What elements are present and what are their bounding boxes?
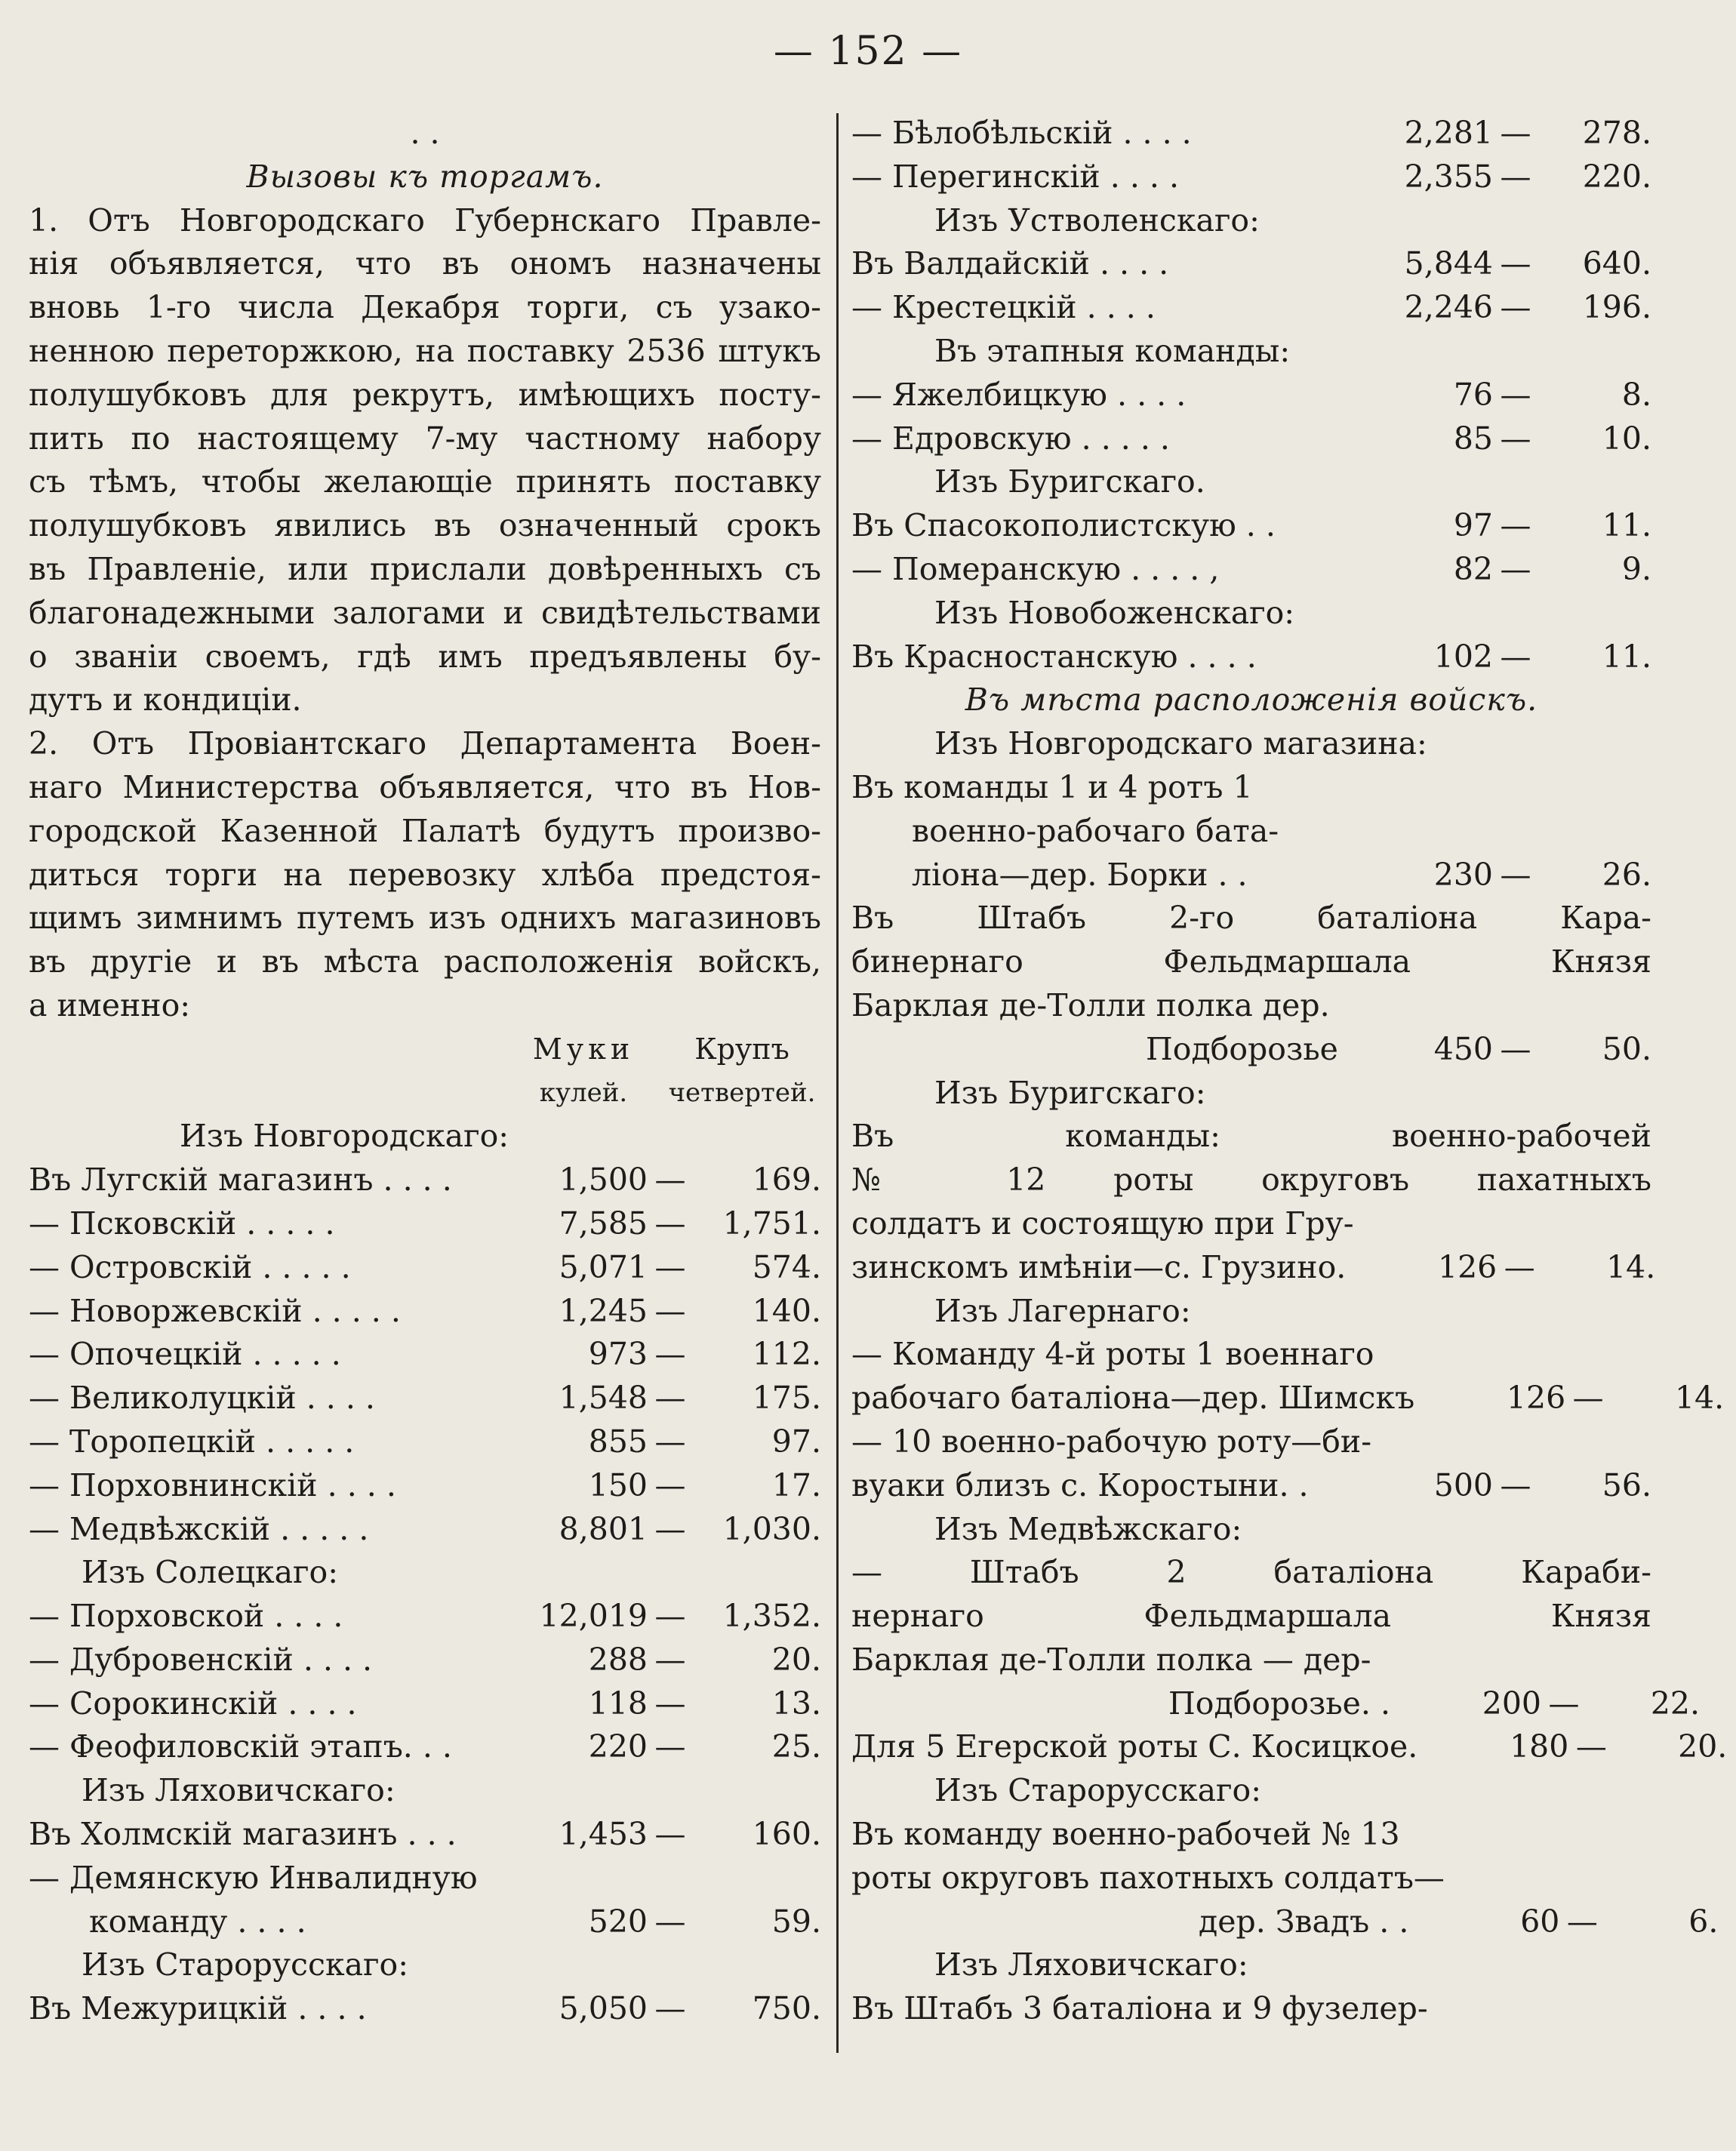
group-heading: Изъ Ляховичскаго:	[82, 1772, 396, 1809]
row-dash: —	[1548, 1685, 1580, 1722]
row-name: — Опочецкій . . . . .	[29, 1336, 341, 1373]
text-line: роты округовъ пахотныхъ солдатъ—	[851, 1859, 1445, 1896]
text-block	[851, 766, 1651, 854]
text-line: пить по настоящему 7-му частному набору	[29, 420, 821, 457]
row-name: Въ Межурицкій . . . .	[29, 1990, 367, 2027]
table-row	[29, 1725, 821, 1769]
left-column	[29, 112, 821, 2031]
row-value-groats: 6.	[1688, 1903, 1719, 1940]
row-dash: —	[654, 1903, 686, 1940]
table-rows-soletsk	[29, 1595, 821, 1769]
row-value-groats: 14.	[1606, 1248, 1656, 1285]
column-header-flour: Муки	[532, 1032, 635, 1066]
row-name: — Едровскую . . . . .	[851, 420, 1170, 457]
row-value-groats: 640.	[1582, 245, 1651, 282]
text-line: Въ Штабъ 3 баталіона и 9 фузелер-	[851, 1990, 1428, 2027]
row-value-groats: 8.	[1621, 376, 1651, 413]
text-line: наго Министерства объявляется, что въ Нов-	[29, 768, 821, 805]
table-row	[29, 1508, 821, 1552]
row-value-flour: 5,050	[559, 1990, 648, 2027]
text-line: Барклая де-Толли полка дер.	[851, 986, 1330, 1023]
row-name: зинскомъ имѣніи—с. Грузино.	[851, 1248, 1347, 1285]
row-dash: —	[654, 1598, 686, 1635]
group-heading: Изъ Устволенскаго:	[934, 202, 1260, 238]
row-value-flour: 973	[588, 1336, 648, 1373]
table-rows-b	[851, 242, 1651, 330]
table-rows-c	[851, 374, 1651, 461]
text-line: бинернаго Фельдмаршала Князя	[851, 943, 1651, 980]
text-block	[851, 1333, 1651, 1377]
group-heading: Изъ Старорусскаго:	[934, 1772, 1262, 1809]
table-row	[851, 374, 1651, 417]
row-value-groats: 22.	[1650, 1685, 1701, 1722]
row-name: Подборозье	[1146, 1030, 1338, 1067]
row-value-groats: 278.	[1582, 115, 1651, 151]
row-value-flour: 1,500	[559, 1162, 648, 1199]
table-row	[29, 1159, 821, 1202]
row-name: Въ Валдайскій . . . .	[851, 245, 1169, 282]
row-name: — Дубровенскій . . . .	[29, 1641, 373, 1678]
text-line: въ другіе и въ мѣста расположенія войскъ,	[29, 943, 821, 980]
row-value-groats: 220.	[1582, 158, 1651, 195]
row-value-groats: 97.	[771, 1423, 821, 1460]
table-row	[851, 548, 1651, 592]
row-value-flour: 102	[1433, 638, 1493, 675]
row-value-flour: 520	[588, 1903, 648, 1940]
row-value-groats: 50.	[1602, 1030, 1651, 1067]
table-row	[851, 417, 1651, 461]
text-line: — 10 военно-рабочую роту—би-	[851, 1423, 1372, 1460]
text-block	[851, 1551, 1651, 1682]
table-row	[851, 854, 1651, 897]
text-line: Въ команду военно-рабочей № 13	[851, 1816, 1400, 1853]
row-value-flour: 5,844	[1404, 245, 1493, 282]
row-value-groats: 56.	[1602, 1466, 1651, 1503]
row-value-groats: 26.	[1602, 856, 1651, 893]
group-heading: Изъ Старорусскаго:	[82, 1946, 409, 1983]
text-line: 2. Отъ Провіантскаго Департамента Воен-	[29, 725, 821, 762]
row-value-flour: 8,801	[559, 1510, 648, 1547]
table-row	[29, 1464, 821, 1508]
row-value-groats: 140.	[752, 1292, 821, 1329]
table-row	[851, 1246, 1656, 1290]
group-heading: Изъ Новобоженскаго:	[934, 594, 1295, 631]
table-row	[851, 1725, 1728, 1769]
row-dash: —	[654, 1336, 686, 1373]
row-name: — Яжелбицкую . . . .	[851, 376, 1187, 413]
row-value-groats: 160.	[752, 1816, 821, 1853]
row-dash: —	[1500, 376, 1531, 413]
row-value-flour: 288	[588, 1641, 648, 1678]
row-value-groats: 1,352.	[722, 1598, 821, 1635]
column-divider	[836, 113, 839, 2053]
row-value-flour: 855	[588, 1423, 648, 1460]
row-value-flour: 1,548	[559, 1380, 648, 1417]
text-line: — Команду 4-й роты 1 военнаго	[851, 1336, 1374, 1373]
table-row	[29, 1420, 821, 1464]
text-block	[851, 897, 1651, 1027]
unit-sacks: кулей.	[539, 1077, 628, 1108]
group-heading: Изъ Ляховичскаго:	[934, 1946, 1248, 1983]
row-dash: —	[654, 1990, 686, 2027]
table-row	[29, 1682, 821, 1726]
row-name: Въ Холмскій магазинъ . . .	[29, 1816, 457, 1853]
group-heading: Изъ Новгородскаго магазина:	[934, 725, 1427, 762]
row-value-flour: 450	[1433, 1030, 1493, 1067]
row-dash: —	[654, 1380, 686, 1417]
text-line: Въ команды 1 и 4 ротъ 1	[851, 768, 1253, 805]
row-dash: —	[654, 1816, 686, 1853]
row-name: Въ Спасокополистскую . .	[851, 507, 1276, 544]
table-row	[851, 1900, 1719, 1944]
row-dash: —	[654, 1162, 686, 1199]
row-value-flour: 150	[588, 1466, 648, 1503]
row-name: Въ Красностанскую . . . .	[851, 638, 1257, 675]
row-value-flour: 2,246	[1404, 289, 1493, 326]
row-value-groats: 20.	[1678, 1728, 1728, 1765]
text-line: Барклая де-Толли полка — дер-	[851, 1641, 1371, 1678]
row-dash: —	[1500, 1030, 1531, 1067]
row-name: — Островскій . . . . .	[29, 1248, 351, 1285]
row-name: дер. Звадъ . .	[1199, 1903, 1409, 1940]
row-value-groats: 112.	[752, 1336, 821, 1373]
row-value-groats: 750.	[752, 1990, 821, 2027]
table-rows-d	[851, 504, 1651, 592]
text-line: солдатъ и состоящую при Гру-	[851, 1205, 1354, 1242]
row-value-groats: 17.	[771, 1466, 821, 1503]
table-row	[29, 1202, 821, 1246]
group-heading: Изъ Буригскаго.	[934, 463, 1205, 500]
table-rows-a	[851, 112, 1651, 199]
row-name: — Крестецкій . . . .	[851, 289, 1156, 326]
table-row	[29, 1290, 821, 1334]
table-row	[851, 112, 1651, 155]
row-dash: —	[654, 1466, 686, 1503]
row-value-flour: 5,071	[559, 1248, 648, 1285]
text-line: городской Казенной Палатѣ будутъ произво-	[29, 812, 821, 849]
text-line: съ тѣмъ, чтобы желающіе принять поставку	[29, 463, 821, 500]
row-value-flour: 76	[1453, 376, 1493, 413]
table-row	[29, 1639, 821, 1682]
group-heading: Изъ Лагернаго:	[934, 1292, 1191, 1329]
text-line: военно-рабочаго бата-	[912, 812, 1279, 849]
row-value-groats: 1,751.	[722, 1205, 821, 1242]
row-dash: —	[654, 1685, 686, 1722]
row-name: Для 5 Егерской роты С. Косицкое.	[851, 1728, 1418, 1765]
row-value-flour: 60	[1520, 1903, 1560, 1940]
text-block	[851, 1813, 1651, 1900]
section-heading: Вызовы къ торгамъ.	[246, 158, 604, 195]
row-value-groats: 11.	[1602, 638, 1651, 675]
row-value-groats: 14.	[1674, 1380, 1725, 1417]
row-value-groats: 11.	[1602, 507, 1651, 544]
text-line: Въ команды: военно-рабочей	[851, 1118, 1651, 1155]
table-rows-novgorod	[29, 1159, 821, 1551]
table-row	[29, 1377, 821, 1420]
row-name: рабочаго баталіона—дер. Шимскъ	[851, 1380, 1415, 1417]
row-name: — Перегинскій . . . .	[851, 158, 1179, 195]
row-dash: —	[654, 1641, 686, 1678]
row-dash: —	[1500, 115, 1531, 151]
text-block	[851, 1115, 1651, 1245]
row-value-groats: 175.	[752, 1380, 821, 1417]
row-value-flour: 118	[588, 1685, 648, 1722]
group-heading: Изъ Солецкаго:	[82, 1554, 339, 1591]
row-dash: —	[654, 1510, 686, 1547]
text-line: — Демянскую Инвалидную	[29, 1859, 478, 1896]
row-value-flour: 12,019	[539, 1598, 648, 1635]
text-line: Въ Штабъ 2-го баталіона Кара-	[851, 900, 1651, 937]
table-row	[851, 1028, 1651, 1072]
row-dash: —	[1500, 638, 1531, 675]
table-row	[851, 155, 1651, 199]
italic-section-heading: Въ мѣста расположенія войскъ.	[965, 682, 1538, 719]
group-heading: Изъ Новгородскаго:	[180, 1118, 509, 1155]
row-dash: —	[1500, 289, 1531, 326]
row-name: ліона—дер. Борки . .	[912, 856, 1248, 893]
row-value-flour: 230	[1433, 856, 1493, 893]
row-name: Въ Лугскій магазинъ . . . .	[29, 1162, 452, 1199]
row-name: — Новоржевскій . . . . .	[29, 1292, 401, 1329]
unit-quarters: четвертей.	[668, 1077, 816, 1108]
text-line: о званіи своемъ, гдѣ имъ предъявлены бу-	[29, 638, 821, 675]
row-name: — Бѣлобѣльскій . . . .	[851, 115, 1192, 151]
text-line: благонадежными залогами и свидѣтельствами	[29, 594, 821, 631]
table-row	[29, 1333, 821, 1377]
text-line: — Штабъ 2 баталіона Караби-	[851, 1554, 1651, 1591]
row-value-groats: 169.	[752, 1162, 821, 1199]
text-line: вновь 1-го числа Декабря торги, съ узако-	[29, 289, 821, 326]
right-column	[851, 112, 1728, 2031]
row-value-groats: 10.	[1602, 420, 1651, 457]
table-row	[851, 1464, 1651, 1508]
row-name: команду . . . .	[89, 1903, 306, 1940]
table-row	[851, 286, 1651, 330]
table-row	[29, 1246, 821, 1290]
row-name: — Псковскій . . . . .	[29, 1205, 335, 1242]
column-units	[29, 1072, 821, 1116]
row-value-flour: 500	[1433, 1466, 1493, 1503]
row-dash: —	[654, 1292, 686, 1329]
text-line: № 12 роты округовъ пахатныхъ	[851, 1162, 1651, 1199]
text-line: въ Правленіе, или прислали довѣренныхъ съ	[29, 550, 821, 587]
row-value-groats: 59.	[771, 1903, 821, 1940]
row-name: — Великолуцкій . . . .	[29, 1380, 375, 1417]
row-dash: —	[654, 1423, 686, 1460]
row-name: — Сорокинскій . . . .	[29, 1685, 357, 1722]
text-line: полушубковъ для рекрутъ, имѣющихъ посту-	[29, 376, 821, 413]
row-value-groats: 9.	[1621, 550, 1651, 587]
column-header	[29, 1028, 821, 1072]
row-value-groats: 20.	[771, 1641, 821, 1678]
text-line: диться торги на перевозку хлѣба предстоя-	[29, 856, 821, 893]
row-value-flour: 1,245	[559, 1292, 648, 1329]
row-value-flour: 2,281	[1404, 115, 1493, 151]
row-name: — Померанскую . . . . ,	[851, 550, 1220, 587]
row-value-flour: 126	[1438, 1248, 1497, 1285]
row-value-flour: 82	[1453, 550, 1493, 587]
text-line: ненною переторжкою, на поставку 2536 штукъ	[29, 332, 821, 369]
table-row	[851, 1682, 1701, 1726]
row-value-flour: 180	[1510, 1728, 1569, 1765]
table-row	[29, 1595, 821, 1639]
row-value-flour: 126	[1506, 1380, 1566, 1417]
text-line: нія объявляется, что въ ономъ назначены	[29, 245, 821, 282]
row-name: — Порховской . . . .	[29, 1598, 343, 1635]
group-heading: Изъ Буригскаго:	[934, 1074, 1206, 1111]
row-dash: —	[1500, 1466, 1531, 1503]
row-name: вуаки близъ с. Коростыни. .	[851, 1466, 1309, 1503]
row-dash: —	[1500, 550, 1531, 587]
table-row	[851, 635, 1651, 679]
table-row	[851, 504, 1651, 548]
row-dash: —	[1500, 420, 1531, 457]
row-dash: —	[654, 1248, 686, 1285]
text-line: щимъ зимнимъ путемъ изъ однихъ магазиновъ	[29, 900, 821, 937]
row-value-groats: 574.	[752, 1248, 821, 1285]
row-dash: —	[1500, 158, 1531, 195]
row-value-flour: 97	[1453, 507, 1493, 544]
text-line: нернаго Фельдмаршала Князя	[851, 1598, 1651, 1635]
paragraph-2	[29, 722, 821, 1028]
text-block	[851, 1420, 1651, 1464]
ellipsis-mark: . .	[410, 115, 440, 151]
row-value-flour: 85	[1453, 420, 1493, 457]
table-row	[29, 1813, 821, 1857]
row-value-groats: 13.	[771, 1685, 821, 1722]
row-value-flour: 200	[1482, 1685, 1542, 1722]
table-row	[29, 1900, 821, 1944]
paragraph-1	[29, 199, 821, 723]
row-value-flour: 220	[588, 1728, 648, 1765]
row-dash: —	[1500, 507, 1531, 544]
row-name: — Медвѣжскій . . . . .	[29, 1510, 369, 1547]
table-rows-lyakhovichi	[29, 1813, 821, 1857]
row-name: — Феофиловскій этапъ. . .	[29, 1728, 452, 1765]
row-dash: —	[654, 1205, 686, 1242]
text-line: дутъ и кондиціи.	[29, 682, 302, 719]
row-dash: —	[1572, 1380, 1604, 1417]
row-value-flour: 2,355	[1404, 158, 1493, 195]
table-row	[29, 1987, 821, 2031]
row-value-flour: 7,585	[559, 1205, 648, 1242]
group-heading: Въ этапныя команды:	[934, 332, 1291, 369]
table-row	[851, 1377, 1725, 1420]
table-rows-e	[851, 635, 1651, 679]
row-dash: —	[1566, 1903, 1598, 1940]
row-name: — Порховнинскій . . . .	[29, 1466, 396, 1503]
row-dash: —	[1575, 1728, 1607, 1765]
row-dash: —	[1500, 245, 1531, 282]
table-row	[851, 242, 1651, 286]
page-number: — 152 —	[773, 29, 963, 74]
column-header-groats: Крупъ	[694, 1032, 790, 1066]
row-name: Подборозье. .	[1168, 1685, 1391, 1722]
row-dash: —	[654, 1728, 686, 1765]
row-name: — Торопецкій . . . . .	[29, 1423, 355, 1460]
row-value-groats: 1,030.	[722, 1510, 821, 1547]
row-dash: —	[1500, 856, 1531, 893]
row-value-groats: 25.	[771, 1728, 821, 1765]
text-line: 1. Отъ Новгородскаго Губернскаго Правле-	[29, 202, 821, 238]
row-value-flour: 1,453	[559, 1816, 648, 1853]
row-dash: —	[1504, 1248, 1535, 1285]
row-value-groats: 196.	[1582, 289, 1651, 326]
group-heading: Изъ Медвѣжскаго:	[934, 1510, 1242, 1547]
text-line: а именно:	[29, 986, 191, 1023]
text-line: полушубковъ явились въ означенный срокъ	[29, 507, 821, 544]
